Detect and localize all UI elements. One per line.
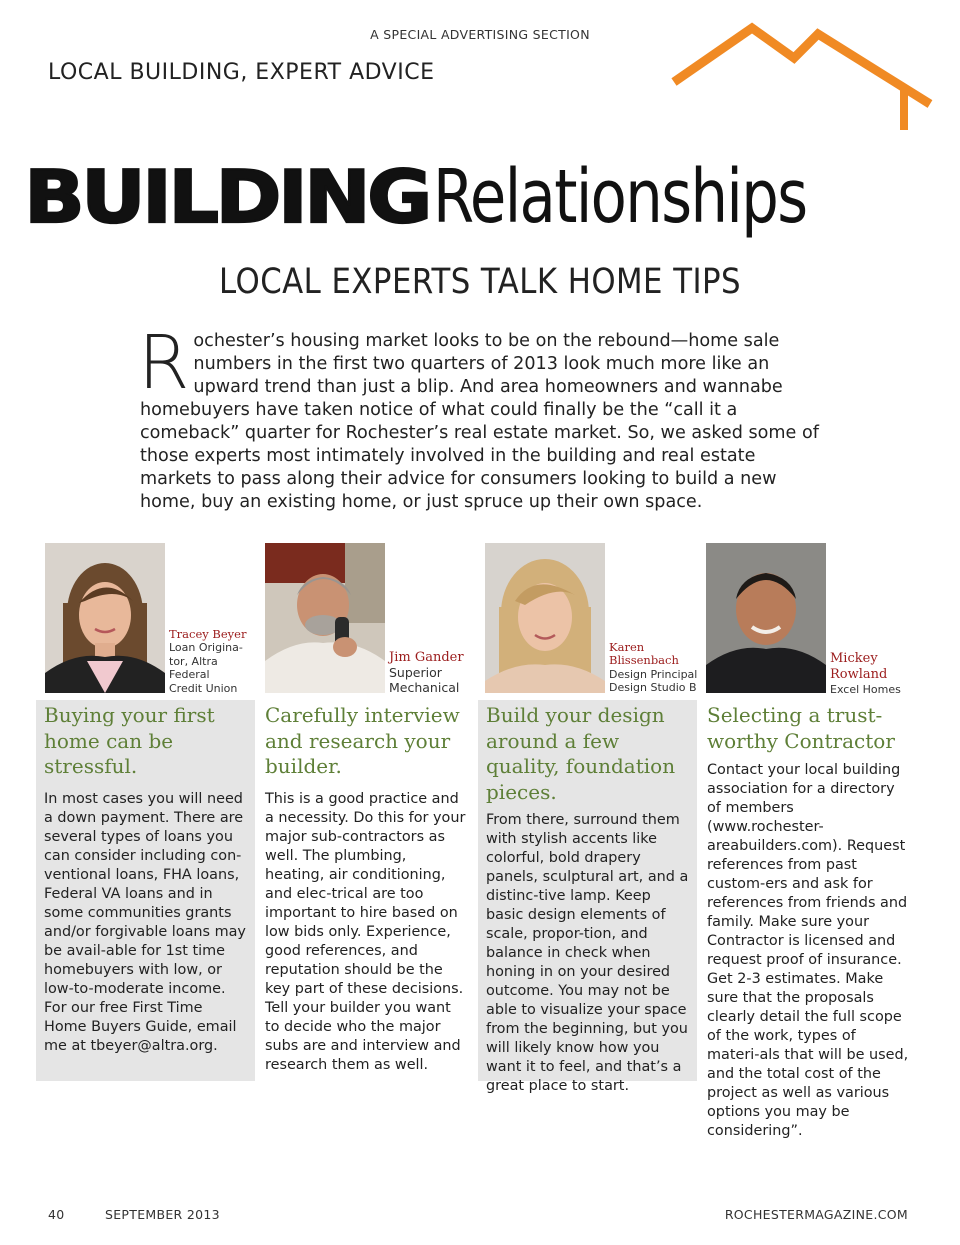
website-link[interactable]: ROCHESTERMAGAZINE.COM	[724, 1207, 908, 1222]
tip-heading: Carefully interview and research your builder.	[265, 703, 460, 778]
special-section-label: A SPECIAL ADVERTISING SECTION	[370, 27, 590, 42]
expert-photo-tracey-beyer	[45, 543, 165, 693]
expert-credit-karen-blissenbach	[609, 641, 697, 695]
tip-heading: Selecting a trust-worthy Contractor	[707, 703, 895, 753]
expert-name: Jim Gander	[389, 650, 464, 665]
expert-title-line: Loan Origina-	[169, 641, 243, 655]
expert-title-line: tor, Altra	[169, 654, 218, 668]
expert-title-line: Excel Homes	[830, 683, 901, 696]
expert-title-line: Mechanical	[389, 680, 460, 695]
tip-body: This is a good practice and a necessity. Do this for your major sub-contractors as well. The plumbing, heating, air conditioning, and elec-trical are too important to hire based on low bids only. Experience, good references, and reputation should be the key part of these decisions. Tell your builder you want to decide who the major subs are and interview and research them as well.	[265, 790, 466, 1073]
issue-date: SEPTEMBER 2013	[105, 1207, 220, 1222]
tip-heading: Buying your first home can be stressful.	[44, 703, 215, 778]
tip-body: Contact your local building association for a directory of members (www.rochester-areabuilders.com). Request references from past custom-ers and ask for references from friends and family. Make sure your Contractor is licensed and request proof of insurance. Get 2-3 estimates. Make sure that the proposals clearly detail the full scope of the work, types of materi-als that will be used, and the total cost of the project as well as various options you may be considering”.	[707, 762, 909, 1139]
expert-name-line: Blissenbach	[609, 653, 679, 668]
headline-bold: BUILDING	[23, 155, 429, 239]
expert-title-line: Superior	[389, 665, 442, 680]
kicker: LOCAL BUILDING, EXPERT ADVICE	[48, 60, 435, 85]
tip-column-1	[36, 700, 255, 1081]
page-number: 40	[48, 1207, 65, 1222]
drop-cap: R	[138, 320, 190, 406]
tip-heading: Build your design around a few quality, foundation pieces.	[486, 703, 676, 804]
expert-credit-jim-gander	[389, 650, 464, 695]
expert-name: Tracey Beyer	[169, 627, 247, 641]
tip-column-3	[478, 700, 697, 1094]
headline-light: Relationships	[432, 154, 807, 240]
headline	[0, 154, 960, 240]
subheadline: LOCAL EXPERTS TALK HOME TIPS	[219, 262, 741, 302]
tip-body: In most cases you will need a down payment. There are several types of loans you can consider including con-ventional loans, FHA loans, Federal VA loans and in some communities grants and/or forgivable loans may be avail-able for 1st time homebuyers with low, or low-to-moderate income. For our free First Time Home Buyers Guide, email me at tbeyer@altra.org.	[44, 790, 246, 1054]
expert-title-line: Design Principal	[609, 667, 698, 681]
intro-paragraph	[138, 320, 822, 514]
expert-photo-mickey-rowland	[706, 543, 826, 693]
expert-name-line: Karen	[609, 640, 645, 654]
tip-column-4	[699, 700, 918, 1141]
tip-column-2	[257, 700, 476, 1075]
expert-name-line: Rowland	[830, 667, 888, 682]
tip-body: From there, surround them with stylish accents like colorful, bold drapery panels, sculptural art, and a distinc-tive lamp. Keep basic design elements of scale, propor-tion, and balance in check when honing in on your desired outcome. You may not be able to visualize your space from the beginning, but you will likely know how you want it to feel, and that’s a great place to start.	[486, 812, 689, 1094]
expert-photo-jim-gander	[265, 543, 385, 693]
expert-credit-tracey-beyer	[169, 628, 246, 695]
expert-photo-karen-blissenbach	[485, 543, 605, 693]
expert-title-line: Federal	[169, 668, 210, 682]
expert-credit-mickey-rowland	[830, 651, 901, 696]
expert-title-line: Design Studio B	[609, 681, 697, 695]
house-roof-icon	[668, 18, 938, 136]
expert-name-line: Mickey	[830, 651, 878, 666]
intro-text: ochester’s housing market looks to be on the rebound—home sale numbers in the first two quarters of 2013 look much more like an upward trend than just a blip. And area homeowners and wannabe homebuyers have taken notice of what could finally be the “call it a comeback” quarter for Rochester’s real estate market. So, we asked some of those experts most intimately involved in the building and real estate markets to pass along their advice for consumers looking to build a new home, buy an existing home, or just spruce up their own space.	[140, 331, 819, 512]
expert-title-line: Credit Union	[169, 681, 238, 695]
